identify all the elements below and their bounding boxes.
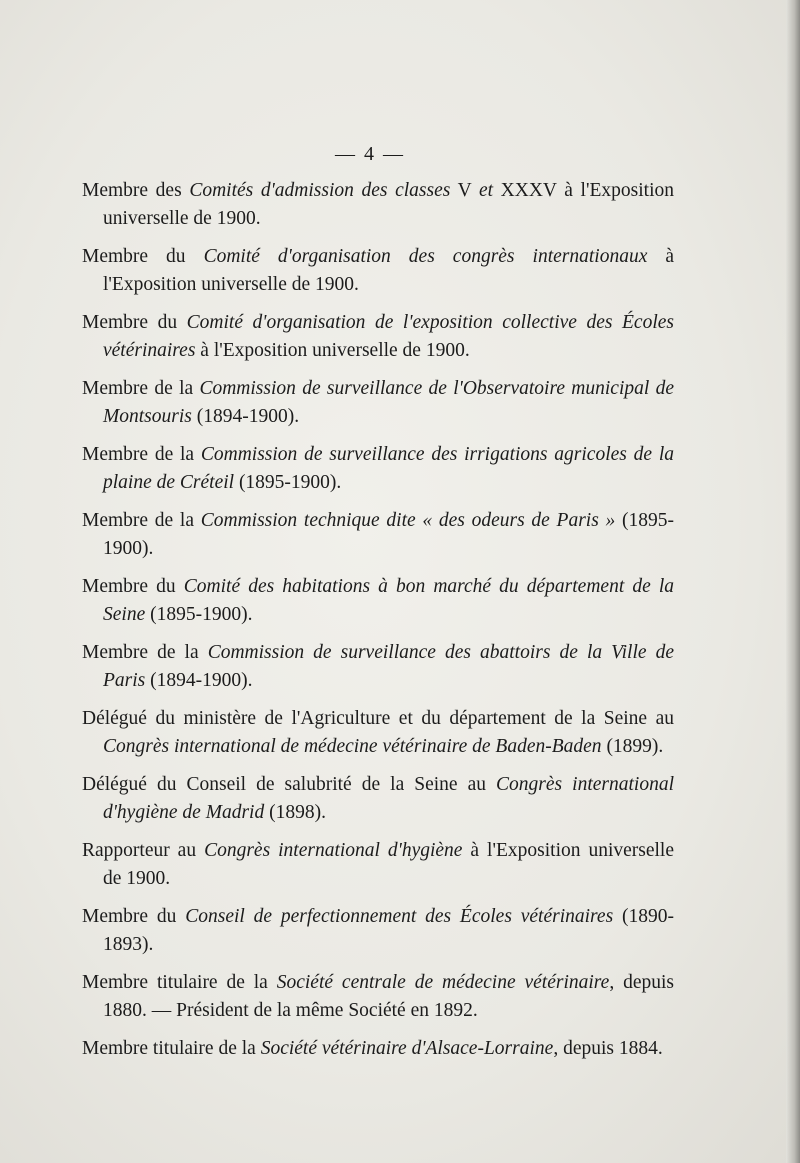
entry-text: (1898).	[264, 802, 326, 823]
entry-text: Membre de la	[82, 444, 201, 465]
italic-title-text: Comité d'organisation de l'exposition collective des Écoles vétérinaires	[103, 312, 674, 361]
entry-text: , depuis 1884.	[553, 1038, 663, 1059]
entry-text: à l'Exposition universelle de 1900.	[103, 840, 674, 889]
entry-text: Délégué du ministère de l'Agriculture et du département de la Seine au	[82, 708, 674, 729]
italic-title-text: Congrès international d'hygiène	[204, 840, 463, 861]
italic-title-text: Commission de surveillance des irrigations agricoles de la plaine de Créteil	[103, 444, 674, 493]
entry-text: Membre de la	[82, 378, 200, 399]
list-item	[82, 177, 674, 233]
entry-text: Membre titulaire de la	[82, 972, 277, 993]
entry-text: (1895-1900).	[103, 510, 674, 559]
italic-title-text: Société centrale de médecine vétérinaire	[276, 972, 610, 993]
italic-title-text: Commission de surveillance des abattoirs de la Ville de Paris	[103, 642, 674, 691]
list-item	[82, 573, 674, 629]
entry-text: Membre du	[82, 576, 184, 597]
italic-title-text: Commission de surveillance de l'Observatoire municipal de Montsouris	[103, 378, 675, 427]
entry-text: (1894-1900).	[191, 406, 300, 427]
list-item	[82, 507, 674, 563]
entry-text: Délégué du Conseil de salubrité de la Seine au	[82, 774, 497, 795]
entry-text: (1895-1900).	[145, 604, 253, 625]
italic-title-text: Commission technique dite « des odeurs de Paris »	[200, 510, 616, 531]
entry-text: (1890-1893).	[103, 906, 674, 955]
page-number: — 4 —	[335, 143, 405, 165]
list-item	[82, 771, 674, 827]
entry-text: Membre du	[82, 312, 187, 333]
entry-text: (1894-1900).	[145, 670, 253, 691]
entry-text: à l'Exposition universelle de 1900.	[195, 340, 470, 361]
italic-title-text: Congrès international d'hygiène de Madrid	[103, 774, 674, 823]
italic-title-text: Comité des habitations à bon marché du département de la Seine	[103, 576, 675, 625]
list-item	[82, 705, 674, 761]
entry-text: Membre titulaire de la	[82, 1038, 261, 1059]
entry-text: , depuis 1880. — Président de la même Société en 1892.	[103, 972, 674, 1021]
entry-text: (1899).	[601, 736, 664, 757]
italic-title-text: et	[478, 180, 494, 201]
list-item	[82, 639, 674, 695]
list-item	[82, 309, 674, 365]
list-item	[82, 837, 674, 893]
entry-text: Rapporteur au	[82, 840, 205, 861]
entry-text: (1895-1900).	[234, 472, 342, 493]
italic-title-text: Comité d'organisation des congrès internationaux	[203, 246, 648, 267]
entry-text: Membre de la	[82, 510, 201, 531]
page-edge-shadow	[786, 0, 800, 1163]
entry-text: à l'Exposition universelle de 1900.	[103, 246, 675, 295]
entry-text: Membre des	[82, 180, 190, 201]
entry-text: Membre du	[82, 906, 186, 927]
list-item	[82, 1035, 674, 1063]
list-item	[82, 441, 674, 497]
list-item	[82, 969, 674, 1025]
italic-title-text: Société vétérinaire d'Alsace-Lorraine	[260, 1038, 554, 1059]
italic-title-text: Comités d'admission des classes	[189, 180, 451, 201]
italic-title-text: Congrès international de médecine vétérinaire de Baden-Baden	[103, 736, 602, 757]
italic-title-text: Conseil de perfectionnement des Écoles vétérinaires	[185, 906, 614, 927]
entries-list	[82, 177, 674, 1073]
entry-text: Membre de la	[82, 642, 208, 663]
entry-text: Membre du	[82, 246, 204, 267]
list-item	[82, 903, 674, 959]
list-item	[82, 243, 674, 299]
entry-text: V	[450, 180, 479, 201]
entry-text: XXXV à l'Exposition universelle de 1900.	[103, 180, 674, 229]
list-item	[82, 375, 674, 431]
